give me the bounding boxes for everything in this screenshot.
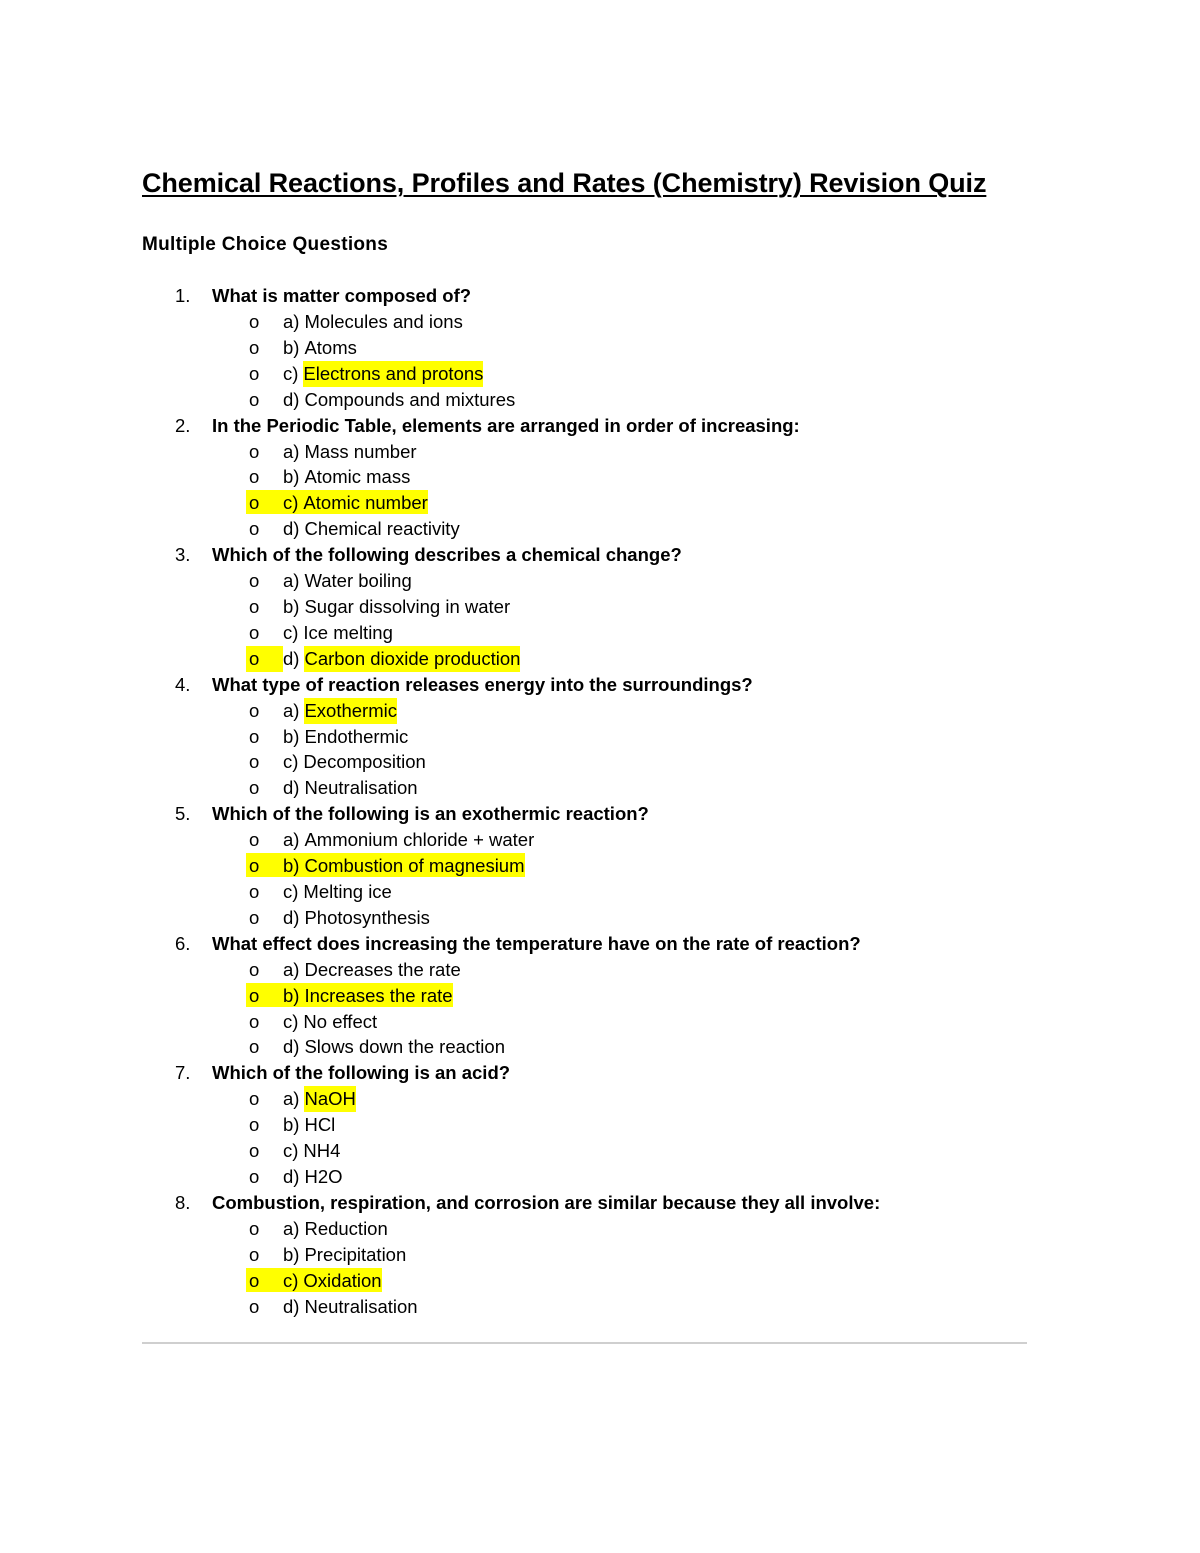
- answer-option-line: [246, 724, 408, 748]
- question-number: 8.: [175, 1191, 191, 1213]
- option-letter: a): [283, 311, 300, 332]
- answer-option: [0, 749, 1200, 775]
- option-text: Neutralisation: [304, 1295, 418, 1317]
- question-item: [0, 801, 1200, 827]
- option-text: Electrons and protons: [303, 361, 483, 387]
- option-letter: a): [283, 1217, 300, 1239]
- question-number: 2.: [175, 414, 191, 436]
- question-number: 7.: [175, 1062, 191, 1084]
- question-item: [0, 283, 1200, 309]
- bullet-icon: o: [249, 958, 260, 980]
- bullet-icon: o: [249, 440, 260, 462]
- answer-option-line: [246, 1164, 343, 1188]
- horizontal-divider: [142, 1342, 1027, 1344]
- option-text: Precipitation: [304, 1243, 407, 1265]
- option-text: Sugar dissolving in water: [304, 596, 511, 618]
- option-letter: c): [283, 621, 299, 643]
- option-letter: a): [283, 440, 300, 462]
- bullet-icon: o: [249, 492, 260, 514]
- question-text: What is matter composed of?: [212, 285, 472, 306]
- question-item: [0, 413, 1200, 439]
- bullet-icon: o: [249, 388, 260, 410]
- question-item: [0, 1190, 1200, 1216]
- option-letter: c): [283, 492, 299, 514]
- answer-option: [0, 568, 1200, 594]
- option-text: Combustion of magnesium: [304, 855, 525, 877]
- answer-option: [0, 853, 1200, 879]
- option-text: HCl: [304, 1114, 336, 1136]
- answer-option: [0, 361, 1200, 387]
- option-letter: c): [283, 751, 299, 773]
- answer-option-line: [246, 646, 520, 670]
- option-letter: d): [283, 388, 300, 410]
- question-number: 6.: [175, 932, 191, 954]
- answer-option-line: [246, 879, 392, 903]
- answer-option-line: [246, 698, 397, 722]
- option-letter: c): [283, 1140, 299, 1162]
- bullet-icon: o: [249, 570, 260, 592]
- option-letter: b): [283, 336, 300, 358]
- option-text: Atoms: [304, 336, 357, 358]
- option-text: Reduction: [304, 1217, 388, 1239]
- bullet-icon: o: [249, 881, 260, 903]
- option-letter: a): [283, 570, 300, 592]
- answer-option: [0, 620, 1200, 646]
- bullet-icon: o: [249, 336, 260, 358]
- bullet-icon: o: [249, 1166, 260, 1188]
- question-number: 5.: [175, 803, 191, 825]
- option-letter: a): [283, 699, 300, 721]
- question-item: [0, 931, 1200, 957]
- question-number: 1.: [175, 285, 191, 306]
- question-text: What type of reaction releases energy into the surroundings?: [212, 673, 753, 695]
- option-letter: c): [283, 1269, 299, 1291]
- answer-option: [0, 1086, 1200, 1112]
- option-letter: b): [283, 466, 300, 488]
- bullet-icon: o: [249, 984, 260, 1006]
- option-letter: d): [283, 518, 300, 540]
- answer-option: [0, 646, 1200, 672]
- option-text: Compounds and mixtures: [304, 388, 516, 410]
- answer-option-line: [246, 335, 357, 359]
- answer-option-line: [246, 905, 430, 929]
- option-text: Ice melting: [303, 621, 393, 643]
- option-letter: c): [283, 1010, 299, 1032]
- document-title: Chemical Reactions, Profiles and Rates (Chemistry) Revision Quiz: [142, 168, 987, 198]
- answer-option: [0, 1112, 1200, 1138]
- answer-option-line: [246, 361, 483, 385]
- answer-option-line: [246, 490, 428, 514]
- option-text: No effect: [303, 1010, 378, 1032]
- option-text: H2O: [304, 1166, 343, 1188]
- answer-option-line: [246, 1294, 418, 1318]
- option-text: NaOH: [304, 1086, 355, 1112]
- answer-option-line: [246, 853, 525, 877]
- answer-option: [0, 1294, 1200, 1320]
- answer-option-line: [246, 775, 418, 799]
- bullet-icon: o: [249, 1140, 260, 1162]
- option-text: Photosynthesis: [304, 906, 430, 928]
- option-text: Atomic number: [303, 492, 428, 514]
- answer-option: [0, 490, 1200, 516]
- answer-option: [0, 387, 1200, 413]
- answer-option-line: [246, 1268, 382, 1292]
- answer-option-line: [246, 827, 534, 851]
- option-text: Neutralisation: [304, 777, 418, 799]
- question-text: What effect does increasing the temperature have on the rate of reaction?: [212, 932, 861, 954]
- option-letter: b): [283, 596, 300, 618]
- option-letter: a): [283, 958, 300, 980]
- answer-option-line: [246, 568, 412, 592]
- bullet-icon: o: [249, 362, 260, 384]
- answer-option: [0, 724, 1200, 750]
- option-text: Carbon dioxide production: [304, 646, 520, 672]
- answer-option: [0, 1268, 1200, 1294]
- question-text: In the Periodic Table, elements are arranged in order of increasing:: [212, 414, 800, 436]
- bullet-icon: o: [249, 1269, 260, 1291]
- bullet-icon: o: [249, 596, 260, 618]
- answer-option: [0, 594, 1200, 620]
- question-text: Which of the following is an exothermic reaction?: [212, 803, 649, 825]
- answer-option: [0, 1164, 1200, 1190]
- bullet-icon: o: [249, 1088, 260, 1110]
- answer-option: [0, 827, 1200, 853]
- answer-option-line: [246, 464, 410, 488]
- option-letter: a): [283, 1088, 300, 1110]
- question-list: [0, 283, 1200, 1320]
- option-letter: a): [283, 829, 300, 851]
- answer-option: [0, 516, 1200, 542]
- option-letter: d): [283, 906, 300, 928]
- answer-option: [0, 309, 1200, 335]
- bullet-icon: o: [249, 777, 260, 799]
- question-text: Combustion, respiration, and corrosion are similar because they all involve:: [212, 1191, 881, 1213]
- bullet-icon: o: [246, 646, 283, 672]
- answer-option-line: [246, 1242, 406, 1266]
- answer-option: [0, 905, 1200, 931]
- option-letter: d): [283, 1166, 300, 1188]
- option-letter: c): [283, 362, 299, 384]
- bullet-icon: o: [249, 725, 260, 747]
- option-letter: d): [283, 777, 300, 799]
- answer-option-line: [246, 1086, 356, 1110]
- option-text: Ammonium chloride + water: [304, 829, 535, 851]
- option-letter: b): [283, 984, 300, 1006]
- answer-option: [0, 335, 1200, 361]
- answer-option-line: [246, 387, 515, 411]
- bullet-icon: o: [249, 751, 260, 773]
- answer-option-line: [246, 749, 426, 773]
- option-text: Mass number: [304, 440, 417, 462]
- question-text: Which of the following describes a chemical change?: [212, 544, 682, 566]
- answer-option: [0, 775, 1200, 801]
- answer-option-line: [246, 1112, 335, 1136]
- option-text: Endothermic: [304, 725, 409, 747]
- bullet-icon: o: [249, 1114, 260, 1136]
- bullet-icon: o: [249, 466, 260, 488]
- answer-option-line: [246, 957, 461, 981]
- option-letter: b): [283, 1114, 300, 1136]
- answer-option-line: [246, 1138, 340, 1162]
- bullet-icon: o: [249, 855, 260, 877]
- option-letter: d): [283, 1036, 300, 1058]
- option-text: Water boiling: [304, 570, 412, 592]
- option-text: NH4: [303, 1140, 341, 1162]
- answer-option-line: [246, 620, 393, 644]
- answer-option: [0, 879, 1200, 905]
- question-item: [0, 542, 1200, 568]
- answer-option-line: [246, 594, 510, 618]
- answer-option-line: [246, 1216, 388, 1240]
- option-letter: b): [283, 725, 300, 747]
- question-text: Which of the following is an acid?: [212, 1062, 511, 1084]
- question-number: 4.: [175, 673, 191, 695]
- option-text: Melting ice: [303, 881, 392, 903]
- answer-option: [0, 1216, 1200, 1242]
- bullet-icon: o: [249, 699, 260, 721]
- answer-option-line: [246, 516, 460, 540]
- answer-option: [0, 439, 1200, 465]
- answer-option: [0, 464, 1200, 490]
- option-text: Decomposition: [303, 751, 426, 773]
- option-text: Increases the rate: [304, 984, 453, 1006]
- question-item: [0, 1060, 1200, 1086]
- bullet-icon: o: [249, 1295, 260, 1317]
- option-text: Decreases the rate: [304, 958, 461, 980]
- answer-option: [0, 1034, 1200, 1060]
- option-text: Oxidation: [303, 1269, 382, 1291]
- option-text: Chemical reactivity: [304, 518, 460, 540]
- answer-option: [0, 698, 1200, 724]
- option-text: Atomic mass: [304, 466, 411, 488]
- answer-option: [0, 1138, 1200, 1164]
- bullet-icon: o: [249, 311, 260, 332]
- answer-option-line: [246, 1009, 377, 1033]
- answer-option: [0, 1009, 1200, 1035]
- option-text: Molecules and ions: [304, 311, 463, 332]
- bullet-icon: o: [249, 829, 260, 851]
- answer-option: [0, 983, 1200, 1009]
- option-letter: b): [283, 1243, 300, 1265]
- option-text: Exothermic: [304, 698, 397, 724]
- section-heading: Multiple Choice Questions: [142, 234, 389, 255]
- option-letter: d): [283, 1295, 300, 1317]
- option-letter: d): [283, 647, 300, 669]
- question-item: [0, 672, 1200, 698]
- answer-option-line: [246, 1034, 505, 1058]
- bullet-icon: o: [249, 1010, 260, 1032]
- bullet-icon: o: [249, 1036, 260, 1058]
- bullet-icon: o: [249, 518, 260, 540]
- bullet-icon: o: [249, 621, 260, 643]
- answer-option: [0, 957, 1200, 983]
- answer-option-line: [246, 309, 463, 333]
- option-letter: c): [283, 881, 299, 903]
- option-text: Slows down the reaction: [304, 1036, 505, 1058]
- answer-option: [0, 1242, 1200, 1268]
- answer-option-line: [246, 439, 417, 463]
- option-letter: b): [283, 855, 300, 877]
- answer-option-line: [246, 983, 453, 1007]
- question-number: 3.: [175, 544, 191, 566]
- bullet-icon: o: [249, 1243, 260, 1265]
- bullet-icon: o: [249, 1217, 260, 1239]
- bullet-icon: o: [249, 906, 260, 928]
